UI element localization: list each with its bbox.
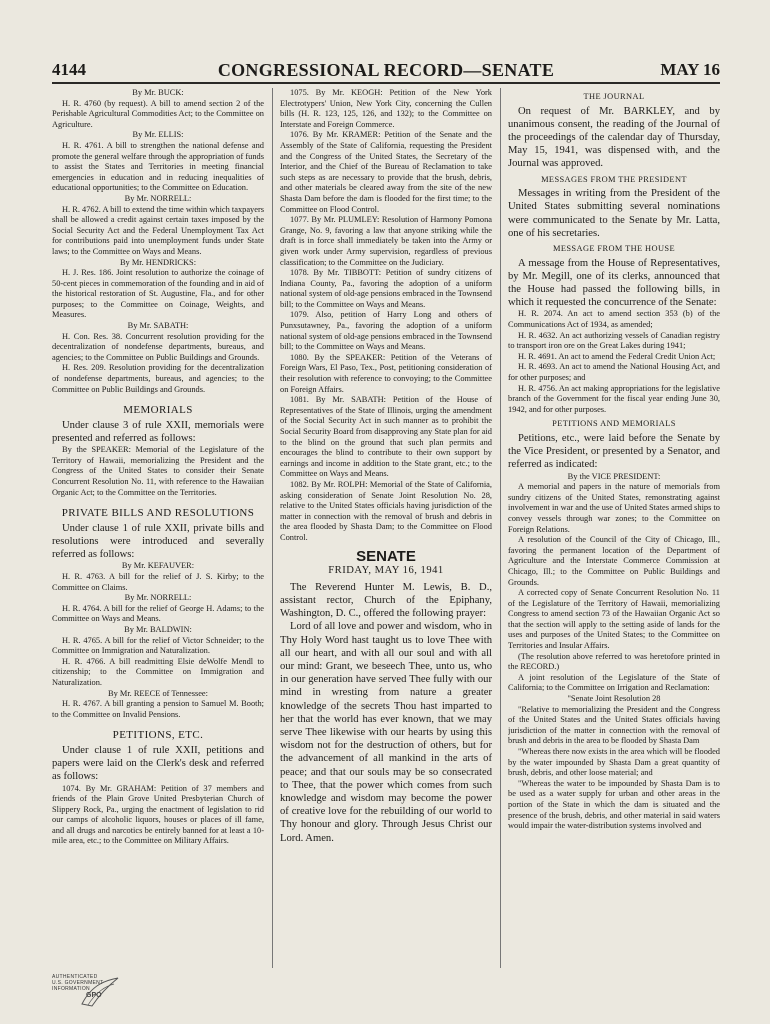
sponsor-line: By Mr. ELLIS: [132,130,184,140]
section-heading-petitions: PETITIONS, ETC. [112,729,204,742]
column-divider [272,88,273,968]
sponsor-line: By Mr. KEFAUVER: [121,561,195,571]
page-number: 4144 [52,60,86,79]
journal-paragraph: On request of Mr. BARKLEY, and by unanimous consent, the reading of the Journal of the proceedings of the calendar day of Thursday, May 15, 1941, was dispensed with, and the Journal was approved. [508,105,720,170]
memorial-entry: A memorial and papers in the nature of memorials from sundry citizens of the United States, remonstrating against involvement in war and the use of United States armed ships to convey vessels through war zones; to the Committee on Foreign Relations. [508,482,720,534]
sponsor-line: By Mr. REECE of Tennessee: [108,688,208,698]
intro-paragraph: Petitions, etc., were laid before the Senate by the Vice President, or presented by a Senator, and referred as indicated: [508,432,720,471]
section-heading-private-bills: PRIVATE BILLS AND RESOLUTIONS [61,507,255,520]
logo-text-line: U.S. GOVERNMENT [52,980,104,986]
column-1 [52,88,264,968]
petition-entry: 1079. Also, petition of Harry Long and others of Punxsutawney, Pa., favoring the adoption of a uniform national system of old-age pensions embraced in the Townsend bill; to the Committee on Ways and Means. [280,310,492,352]
house-paragraph: A message from the House of Representatives, by Mr. Megill, one of its clerks, announced that the House had passed the following bills, in which it requested the concurrence of the Senate: [508,257,720,309]
prayer-intro: The Reverend Hunter M. Lewis, B. D., assistant rector, Church of the Epiphany, Washington, D. C., offered the following prayer: [280,581,492,620]
memorial-entry: (The resolution above referred to was heretofore printed in the RECORD.) [508,651,720,672]
sponsor-line: By Mr. BALDWIN: [124,624,192,634]
petition-entry: 1078. By Mr. TIBBOTT: Petition of sundry citizens of Indiana County, Pa., favoring the adoption of a uniform national system of old-age pensions embraced in the Townsend bill; to the Committee on Ways and Means. [280,268,492,309]
bill-entry: H. Res. 209. Resolution providing for the decentralization of nondefense departments, bureaus, and agencies; to the Committee on Public Buildings and Grounds. [52,363,264,394]
column-divider [500,88,501,968]
bill-entry: H. R. 4766. A bill readmitting Elsie deWolfe Mendl to citizenship; to the Committee on Immigration and Naturalization. [52,656,264,687]
intro-paragraph: Under clause 1 of rule XXII, private bills and resolutions were introduced and severally referred as follows: [52,522,264,561]
memorial-entry: A corrected copy of Senate Concurrent Resolution No. 11 of the Legislature of the Territory of Hawaii, memorializing Congress to amend section 73 of the Hawaiian Organic Act so that the section will apply to the setting aside of lands for the uses and purposes of the United States; to the Committee on Territories and Insular Affairs. [508,588,720,651]
petition-entry: 1074. By Mr. GRAHAM: Petition of 37 members and friends of the Plain Grove United Presbyterian Church of Slippery Rock, Pa., urging the enactment of legislation to rid our camps of alcoholic liquors, houses or places of ill fame, and all drugs and narcotics be entirely banned for at least a 10-mile area, etc.; to the Committee on Military Affairs. [52,783,264,846]
header-rule [52,82,720,84]
act-entry: H. R. 4693. An act to amend the National Housing Act, and for other purposes; and [508,362,720,382]
sponsor-line: By Mr. NORRELL: [124,593,192,603]
president-paragraph: Messages in writing from the President of the United States submitting several nominations were communicated to the Senate by Mr. Latta, one of his secretaries. [508,188,720,239]
intro-paragraph: Under clause 3 of rule XXII, memorials were presented and referred as follows: [52,419,264,445]
memorial-entry: A resolution of the Council of the City of Chicago, Ill., favoring the permanent location of the Department of Agriculture and the Interstate Commerce Commission at Chicago, Ill.; to the Committee on Public Buildings and Grounds. [508,535,720,587]
header-date: MAY 16 [660,60,720,79]
petition-entry: 1077. By Mr. PLUMLEY: Resolution of Harmony Pomona Grange, No. 9, favoring a law that anyone striking while the draft is in force shall immediately be taken into the Army or given work under Army supervision, regardless of previous classification; to the Committee on the Judiciary. [280,215,492,267]
section-heading-president: MESSAGES FROM THE PRESIDENT [541,174,687,184]
sponsor-line: By Mr. SABATH: [127,321,189,331]
petition-entry: 1080. By the SPEAKER: Petition of the Veterans of Foreign Wars, El Paso, Tex., Post, petitioning consideration of their resolution with reference to convoying; to the Committee on Foreign Affairs. [280,352,492,394]
bill-entry: H. R. 4764. A bill for the relief of George H. Adams; to the Committee on Ways and Means. [52,603,264,624]
act-entry: H. R. 2074. An act to amend section 353 (b) of the Communications Act of 1934, as amended; [508,309,720,330]
page-header [52,60,720,82]
section-heading-house: MESSAGE FROM THE HOUSE [553,244,675,254]
bill-entry: H. R. 4765. A bill for the relief of Victor Schneider; to the Committee on Immigration and Naturalization. [52,635,264,656]
petition-entry: 1075. By Mr. KEOGH: Petition of the New York Electrotypers' Union, New York City, concerning the Cullen bills (H. R. 123, 125, 126, and 132); to the Committee on Interstate and Foreign Commerce. [280,88,492,129]
section-heading-petitions-memorials: PETITIONS AND MEMORIALS [552,419,676,429]
prayer-text: Lord of all love and power and wisdom, who in Thy Holy Word hast taught us to love Thee with all our heart, and with all our soul and with all our mind: Grant, we beseech Thee, unto us, who in our generation have served Thee fully with our mind in wresting from nature a greater knowledge of the secrets Thou hast imparted to her that the world has ever known, that we may serve Thee likewise with our hearts by using this wisdom not for the destruction of others, but for the advancement of all mankind in the arts of peace; and that our souls may be so consecrated to Thee, that the power which comes from such knowledge and wisdom may become the power of creative love for the rebuilding of our world to Thy honour and glory. Through Jesus Christ our Lord. Amen. [280,621,492,844]
resolution-text: "Relative to memorializing the President and the Congress of the United States and the United States officials having jurisdiction of the matter in connection with the removal of brush and debris in the area to be flooded by Shasta Dam [508,704,720,746]
sponsor-line: By Mr. BUCK: [132,88,184,97]
section-heading-journal: THE JOURNAL [583,92,645,101]
senate-heading: SENATE [356,547,416,565]
column-2 [280,88,492,968]
column-3 [508,88,720,968]
petition-entry: 1081. By Mr. SABATH: Petition of the House of Representatives of the State of Illinois, urging the amendment of the Social Security Act in such manner as to prohibit the Social Security Board from disapproving any State plan for aid to the blind on the ground that such plan permits and encourages the blind to contribute to their own support by earnings and income in addition to the State grant, etc.; to the Committee on Ways and Means. [280,395,492,479]
resolution-text: "Whereas there now exists in the area which will be flooded by the water impounded by Shasta Dam a great quantity of brush, debris, and other loose material; and [508,747,720,778]
bill-entry: H. R. 4761. A bill to strengthen the national defense and promote the general welfare through the appropriation of funds to assist the States and Territories in meeting financial emergencies in education and in reducing inequalities of educational opportunities; to the Committee on Education. [52,140,264,193]
act-entry: H. R. 4756. An act making appropriations for the legislative branch of the Government for the fiscal year ending June 30, 1942, and for other purposes. [508,383,720,414]
act-entry: H. R. 4632. An act authorizing vessels of Canadian registry to transport iron ore on the Great Lakes during 1941; [508,330,720,351]
sponsor-line: By Mr. HENDRICKS: [119,257,197,267]
resolution-text: "Whereas the water to be impounded by Shasta Dam is to be used as a water supply for urban and other areas in the portion of the State in which the dam is situated and the presence of the brush, debris, and other material in said waters would impair the water-distribution systems involved and [508,778,720,831]
bill-entry: H. R. 4762. A bill to extend the time within which taxpayers shall be allowed a credit against certain taxes imposed by the Social Security Act and the Federal Unemployment Tax Act for contributions paid into unemployment funds under State laws; to the Committee on Ways and Means. [52,204,264,256]
logo-text-line: INFORMATION [52,986,90,992]
petition-entry: 1082. By Mr. ROLPH: Memorial of the State of California, asking consideration of Senate Joint Resolution No. 28, relative to the United States officials having jurisdiction of the matter in connection with the removal of brush and debris in the area flooded by Shasta Dam; to the Committee on Flood Control. [280,479,492,542]
bill-entry: H. R. 4760 (by request). A bill to amend section 2 of the Perishable Agricultural Commodities Act; to the Committee on Agriculture. [52,98,264,129]
bill-entry: H. R. 4767. A bill granting a pension to Samuel M. Booth; to the Committee on Invalid Pensions. [52,699,264,719]
bill-entry: H. Con. Res. 38. Concurrent resolution providing for the decentralization of nondefense departments, bureaus, and agencies; to the Committee on Public Buildings and Grounds. [52,331,264,362]
petition-entry: 1076. By Mr. KRAMER: Petition of the Senate and the Assembly of the State of California, requesting the President and the Congress of the United States, the Secretary of the Interior, and the Chief of the Bureau of Reclamation to take such steps as are necessary to provide that the brush, debris, and other materials be cleared away from the site of the new Shasta Dam before the dam is flooded for the first time; to the Committee on Flood Control. [280,130,492,214]
bill-entry: H. J. Res. 186. Joint resolution to authorize the coinage of 50-cent pieces in commemoration of the founding and in aid of the historical restoration of St. Augustine, Fla., and for other purposes; to the Committee on Coinage, Weights, and Measures. [52,268,264,320]
sponsor-line: By the VICE PRESIDENT: [567,471,661,481]
memorial-entry: A joint resolution of the Legislature of the State of California; to the Committee on Irrigation and Reclamation: [508,672,720,693]
gpo-authenticated-logo [52,974,122,1012]
bill-entry: H. R. 4763. A bill for the relief of J. S. Kirby; to the Committee on Claims. [52,571,264,592]
intro-paragraph: Under clause 1 of rule XXII, petitions and papers were laid on the Clerk's desk and referred as follows: [52,744,264,783]
session-date: FRIDAY, MAY 16, 1941 [328,565,444,577]
resolution-title: "Senate Joint Resolution 28 [567,694,661,704]
logo-text-line: AUTHENTICATED [52,974,98,980]
act-entry: H. R. 4691. An act to amend the Federal Credit Union Act; [518,351,716,361]
section-heading-memorials: MEMORIALS [123,404,193,417]
memorial-entry: By the SPEAKER: Memorial of the Legislature of the Territory of Hawaii, memorializing the President and the Congress of the United States to consider their Senate Concurrent Resolution No. 11, with reference to the Hawaiian Organic Act; to the Committee on the Territories. [52,445,264,497]
page-title: CONGRESSIONAL RECORD—SENATE [217,60,555,80]
sponsor-line: By Mr. NORRELL: [124,193,192,203]
gpo-label: GPO [86,992,102,999]
